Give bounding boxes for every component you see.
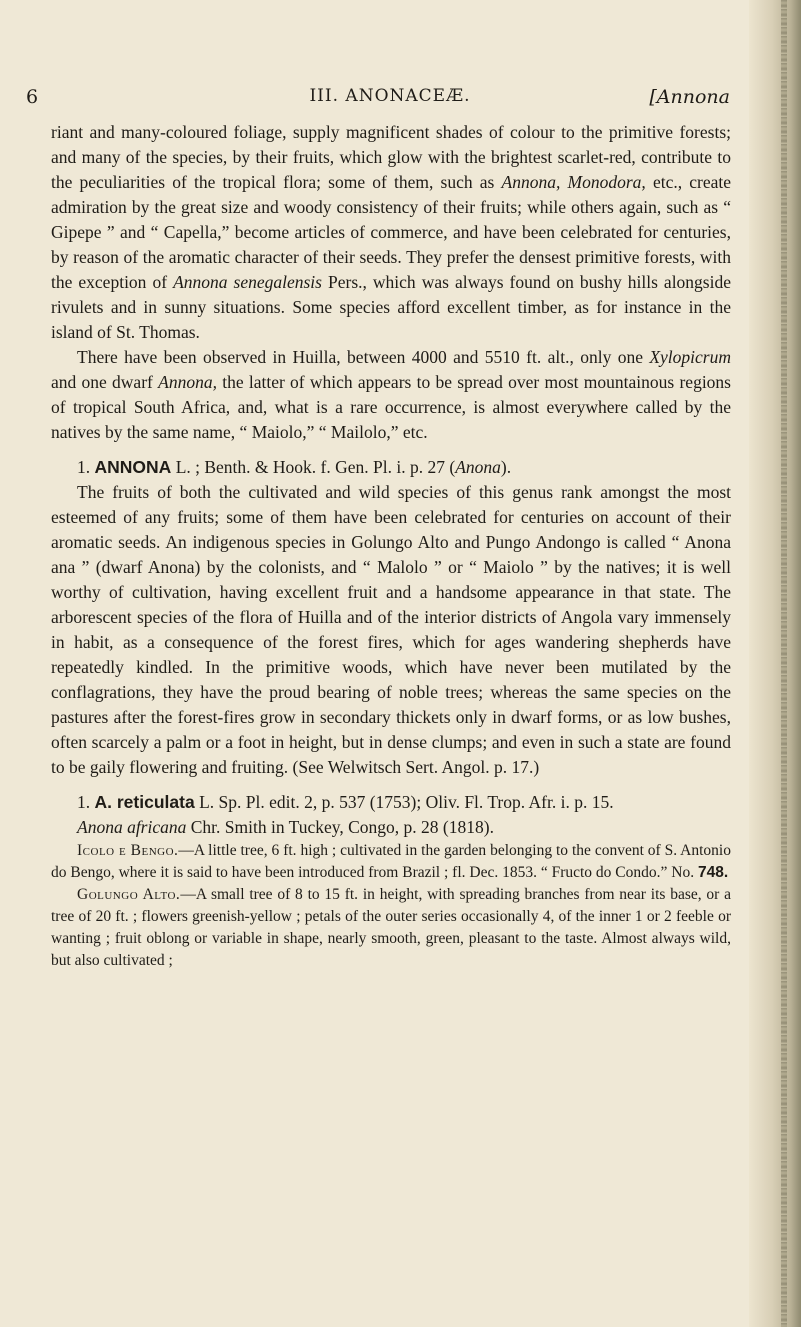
- styled-text: A. reticulata: [94, 792, 195, 812]
- styled-text: Xylopicrum: [649, 347, 731, 367]
- locality-note: [51, 840, 731, 884]
- styled-text: Anona: [455, 457, 501, 477]
- text-run: riant and many-coloured foliage, supply magnificent shades of colour to the primitive forests; and many of the species, by their fruits, which glow with the brightest scarlet-red, contribute to the peculiarities of the tropical flora; some of them, such as: [51, 122, 731, 192]
- styled-text: 748.: [697, 864, 729, 881]
- text-run: Chr. Smith in Tuckey, Congo, p. 28 (1818).: [186, 817, 494, 837]
- text-run: Pers., which was always found on bushy hills alongside rivulets and in sunny situations. Some species afford excellent timber, as for instance in the island of St. Thomas.: [51, 272, 731, 342]
- page-edge-shadow: [749, 0, 801, 1327]
- species-entry-heading: [51, 790, 731, 815]
- text-run: ).: [500, 457, 512, 477]
- running-head: [26, 86, 754, 110]
- styled-text: Annona, Monodora,: [501, 172, 646, 192]
- text-run: 1.: [77, 792, 95, 812]
- text-run: L. ; Benth. & Hook. f. Gen. Pl. i. p. 27 (: [171, 457, 456, 477]
- paragraph: [51, 480, 731, 780]
- genus-entry-heading: [51, 455, 731, 480]
- locality-note: [51, 884, 731, 972]
- text-run: and one dwarf: [51, 372, 159, 392]
- styled-text: Anona africana: [77, 817, 187, 837]
- styled-text: Golungo Alto.: [77, 886, 181, 903]
- text-run: etc., create admiration by the great size and woody consistency of their fruits; while others again, such as “ Gipepe ” and “ Capella,” become articles of commerce, and have been celebrated for centuries, by reason of the aromatic character of their seeds. They prefer the densest primitive forests, with the exception of: [51, 172, 732, 292]
- section-title: III. ANONACEÆ.: [309, 86, 471, 106]
- text-run: There have been observed in Huilla, between 4000 and 5510 ft. alt., only one: [77, 347, 650, 367]
- body-text: [51, 120, 731, 972]
- book-binding-edge: [781, 0, 787, 1327]
- text-run: the latter of which appears to be spread over most mountainous regions of tropical South Africa, and, what is a rare occurrence, is almost everywhere called by the natives by the same name, “ Maiolo,” “ Mailolo,” etc.: [51, 372, 731, 442]
- synonym-line: [51, 815, 731, 840]
- text-run: 1.: [77, 457, 95, 477]
- styled-text: Annona senegalensis: [173, 272, 322, 292]
- text-run: —A small tree of 8 to 15 ft. in height, with spreading branches from near its base, or a tree of 20 ft. ; flowers greenish-yellow ; petals of the outer series occasionally 4, of the inner 1 or 2 feeble or wanting ; fruit oblong or variable in shape, nearly smooth, green, pleasant to the taste. Almost always wild, but also cultivated ;: [51, 886, 731, 969]
- text-run: L. Sp. Pl. edit. 2, p. 537 (1753); Oliv. Fl. Trop. Afr. i. p. 15.: [194, 792, 614, 812]
- styled-text: Icolo e Bengo.: [77, 842, 179, 859]
- text-run: —A little tree, 6 ft. high ; cultivated in the garden belonging to the convent of S. Antonio do Bengo, where it is said to have been introduced from Brazil ; fl. Dec. 1853. “ Fructo do Condo.” No.: [51, 842, 731, 881]
- styled-text: Annona,: [158, 372, 217, 392]
- styled-text: ANNONA: [94, 457, 172, 477]
- paragraph: [51, 120, 731, 345]
- text-run: The fruits of both the cultivated and wild species of this genus rank amongst the most esteemed of any fruits; some of them have been celebrated for centuries on account of their aromatic seeds. An indigenous species in Golungo Alto and Pungo Andongo is called “ Anona ana ” (dwarf Anona) by the colonists, and “ Malolo ” or “ Maiolo ” by the natives; it is well worthy of cultivation, having excellent fruit and a handsome appearance in that state. The arborescent species of the flora of Huilla and of the interior districts of Angola vary immensely in habit, as a consequence of the forest fires, which for ages wandering shepherds have repeatedly kindled. In the primitive woods, which have never been mutilated by the conflagrations, they have the proud bearing of noble trees; whereas the same species on the pastures after the forest-fires grow in secondary thickets only in dwarf forms, or as low bushes, often scarcely a palm or a foot in height, but in dense clumps; and even in such a state are found to be gaily flowering and fruiting. (See Welwitsch Sert. Angol. p. 17.): [51, 482, 731, 777]
- paragraph: [51, 345, 731, 445]
- page-number: 6: [26, 86, 39, 108]
- genus-heading: [Annona: [649, 86, 730, 108]
